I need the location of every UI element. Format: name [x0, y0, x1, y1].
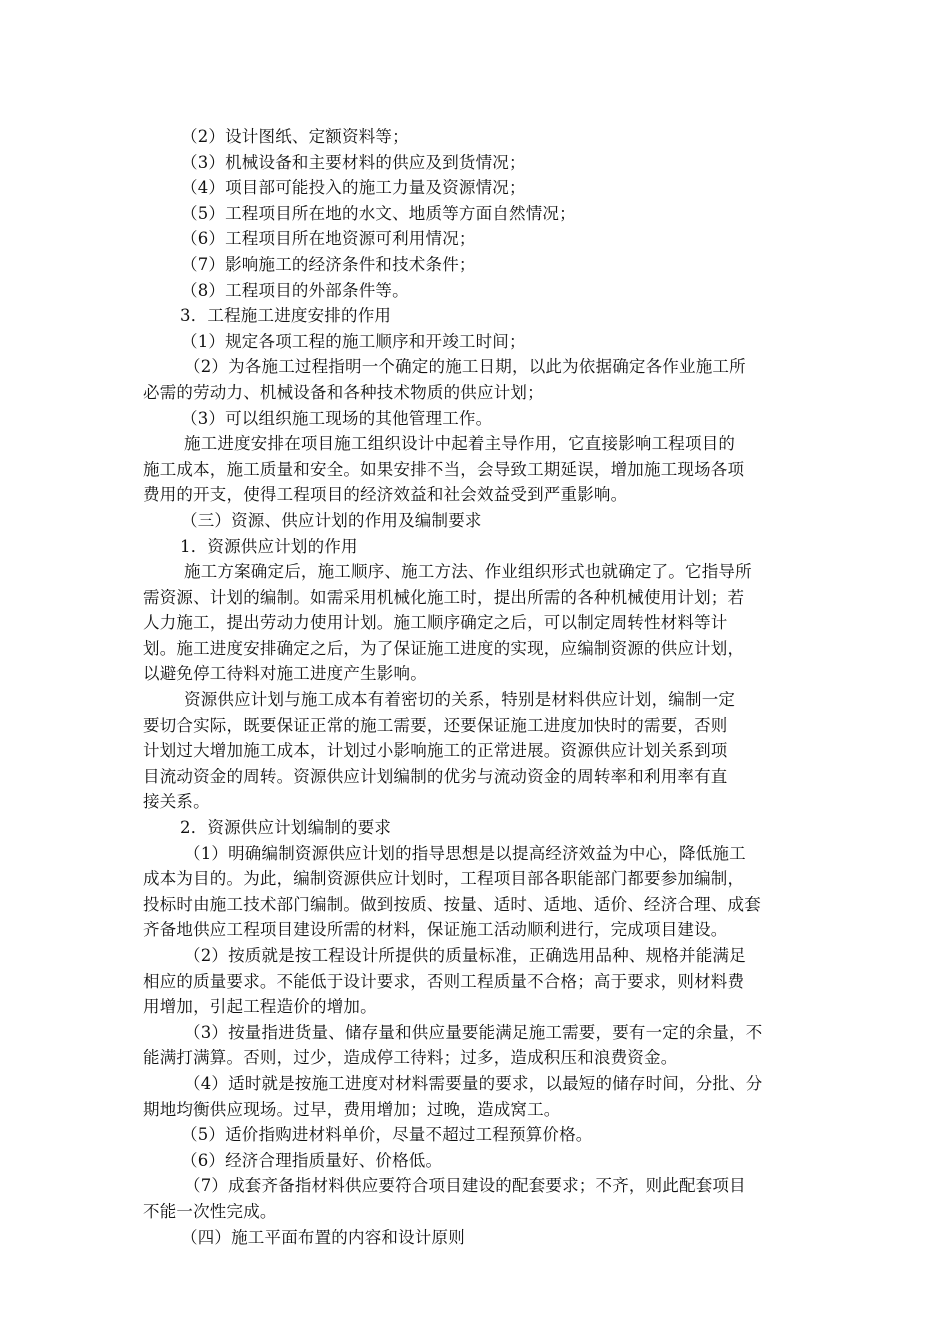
- text-line: （4）项目部可能投入的施工力量及资源情况；: [181, 178, 526, 198]
- text-line: 3．工程施工进度安排的作用: [180, 306, 392, 326]
- text-line: 齐备地供应工程项目建设所需的材料，保证施工活动顺利进行，完成项目建设。: [143, 920, 728, 940]
- text-line: 以避免停工待料对施工进度产生影响。: [143, 664, 427, 684]
- text-line: 施工成本，施工质量和安全。如果安排不当，会导致工期延误，增加施工现场各项: [143, 459, 745, 479]
- text-line: 不能一次性完成。: [143, 1201, 277, 1221]
- text-line: （三）资源、供应计划的作用及编制要求: [181, 510, 482, 530]
- text-line: 计划过大增加施工成本，计划过小影响施工的正常进展。资源供应计划关系到项: [143, 741, 728, 761]
- text-line: 目流动资金的周转。资源供应计划编制的优劣与流动资金的周转率和利用率有直: [143, 766, 728, 786]
- text-line: 施工进度安排在项目施工组织设计中起着主导作用，它直接影响工程项目的: [184, 434, 736, 454]
- text-line: （4）适时就是按施工进度对材料需要量的要求，以最短的储存时间，分批、分: [184, 1073, 763, 1093]
- text-line: 期地均衡供应现场。过早，费用增加；过晚，造成窝工。: [143, 1099, 561, 1119]
- text-line: 接关系。: [143, 792, 210, 812]
- text-line: （5）工程项目所在地的水文、地质等方面自然情况；: [181, 203, 576, 223]
- text-line: （2）按质就是按工程设计所提供的质量标准，正确选用品种、规格并能满足: [184, 946, 746, 965]
- text-line: （1）明确编制资源供应计划的指导思想是以提高经济效益为中心，降低施工: [184, 843, 746, 863]
- text-line: 人力施工，提出劳动力使用计划。施工顺序确定之后，可以制定周转性材料等计: [143, 613, 728, 633]
- text-line: （6）经济合理指质量好、价格低。: [181, 1150, 443, 1170]
- text-line: 投标时由施工技术部门编制。做到按质、按量、适时、适地、适价、经济合理、成套: [143, 894, 761, 914]
- text-line: （7）影响施工的经济条件和技术条件；: [181, 254, 476, 274]
- text-line: （8）工程项目的外部条件等。: [181, 280, 409, 300]
- text-line: （5）适价指购进材料单价，尽量不超过工程预算价格。: [181, 1125, 593, 1145]
- text-line: 费用的开支，使得工程项目的经济效益和社会效益受到严重影响。: [143, 485, 628, 505]
- text-line: 施工方案确定后，施工顺序、施工方法、作业组织形式也就确定了。它指导所: [184, 562, 752, 582]
- text-line: 划。施工进度安排确定之后，为了保证施工进度的实现，应编制资源的供应计划，: [143, 638, 745, 658]
- text-line: （6）工程项目所在地资源可利用情况；: [181, 229, 476, 249]
- text-line: 成本为目的。为此，编制资源供应计划时，工程项目部各职能部门都要参加编制，: [143, 869, 745, 889]
- text-line: 要切合实际，既要保证正常的施工需要，还要保证施工进度加快时的需要，否则: [143, 715, 728, 735]
- text-line: 能满打满算。否则，过少，造成停工待料；过多，造成积压和浪费资金。: [143, 1048, 678, 1068]
- text-line: （2）设计图纸、定额资料等；: [181, 127, 409, 146]
- text-line: 必需的劳动力、机械设备和各种技术物质的供应计划；: [143, 382, 544, 402]
- text-line: 1．资源供应计划的作用: [180, 536, 358, 556]
- text-line: 2．资源供应计划编制的要求: [180, 818, 392, 838]
- text-line: 需资源、计划的编制。如需采用机械化施工时，提出所需的各种机械使用计划；若: [143, 587, 745, 607]
- text-line: （3）按量指进货量、储存量和供应量要能满足施工需要，要有一定的余量，不: [184, 1022, 763, 1042]
- text-line: （7）成套齐备指材料供应要符合项目建设的配套要求；不齐，则此配套项目: [184, 1176, 746, 1196]
- text-line: （2）为各施工过程指明一个确定的施工日期，以此为依据确定各作业施工所: [184, 357, 746, 377]
- text-line: （3）机械设备和主要材料的供应及到货情况；: [181, 152, 526, 172]
- text-line: 资源供应计划与施工成本有着密切的关系，特别是材料供应计划，编制一定: [184, 690, 736, 710]
- text-line: （四）施工平面布置的内容和设计原则: [181, 1227, 465, 1247]
- text-line: 相应的质量要求。不能低于设计要求，否则工程质量不合格；高于要求，则材料费: [143, 971, 745, 991]
- text-line: 用增加，引起工程造价的增加。: [143, 997, 377, 1017]
- document-body: [143, 124, 809, 1250]
- text-line: （1）规定各项工程的施工顺序和开竣工时间；: [181, 331, 526, 351]
- text-line: （3）可以组织施工现场的其他管理工作。: [181, 408, 493, 428]
